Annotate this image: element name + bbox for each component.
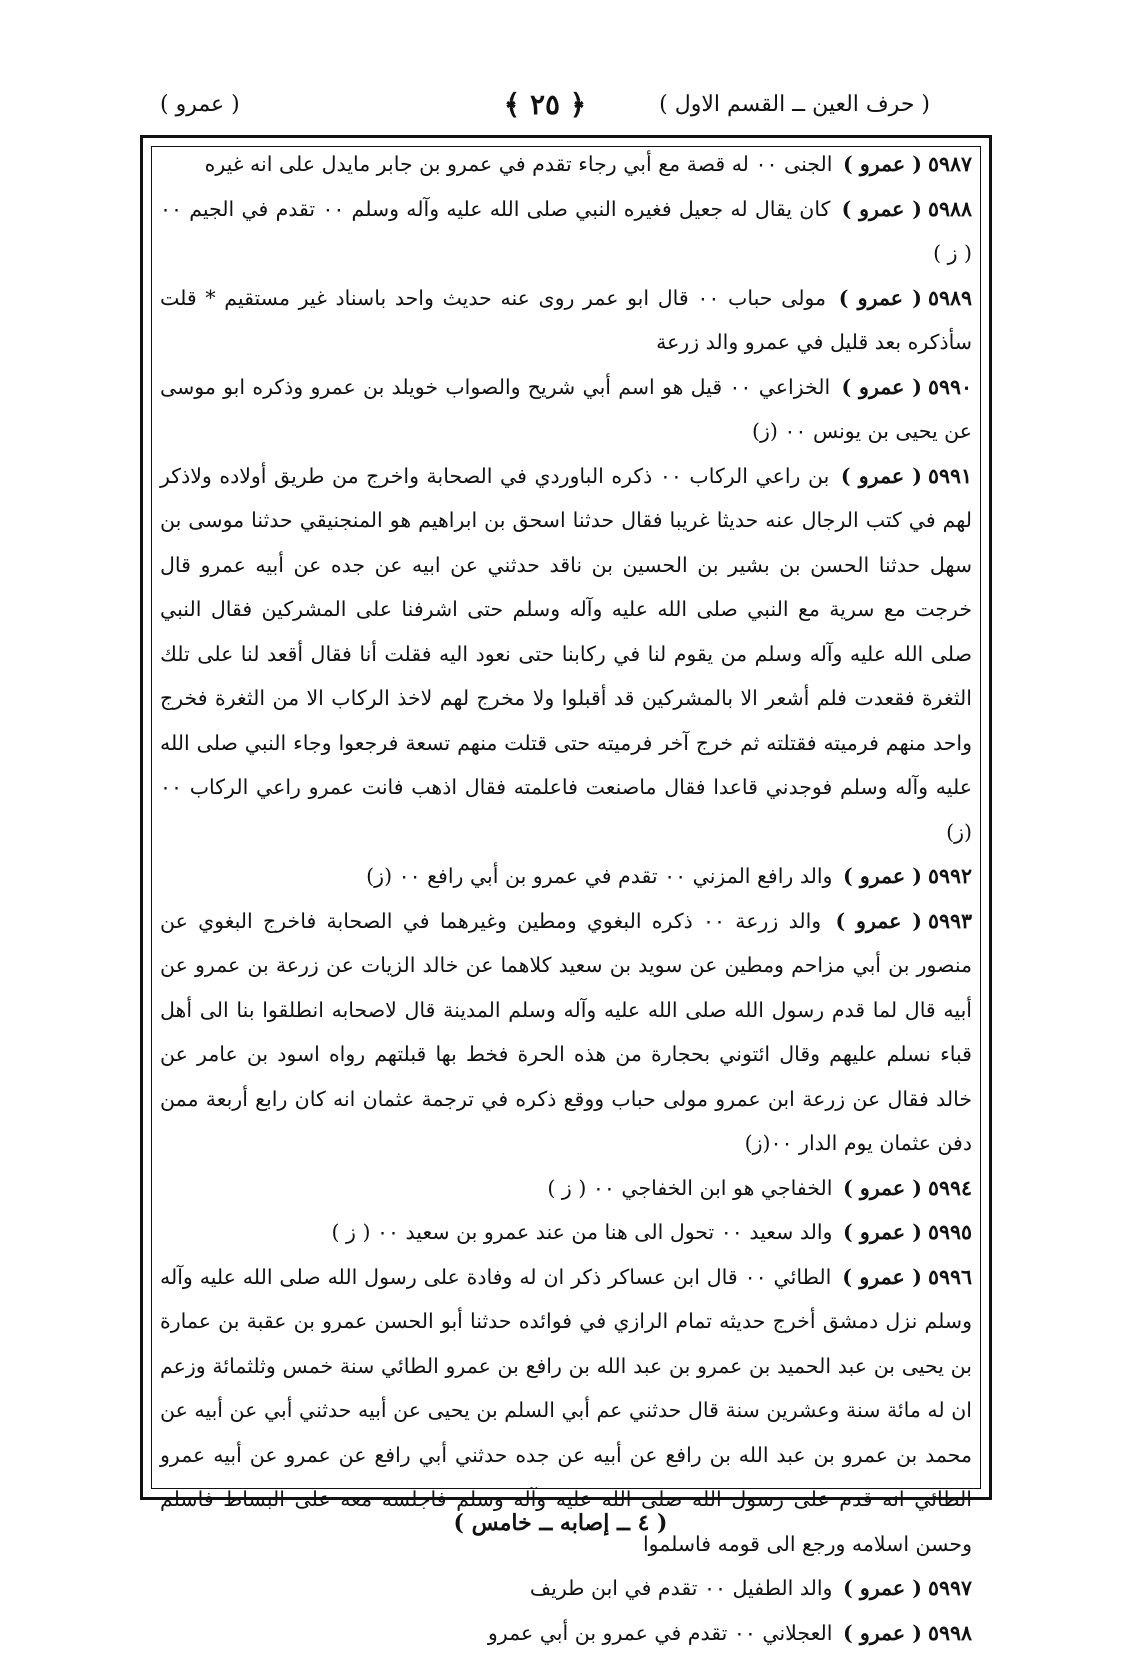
entry-number: ٥٩٨٧ <box>928 152 972 176</box>
entry-text: بن راعي الركاب ٠٠ ذكره الباوردي في الصحابة واخرج من طريق أولاده ولاذكر لهم في كتب الرجال عنه حديثا غريبا فقال حدثنا اسحق بن ابراهيم هو المنجنيقي حدثنا موسى بن سهل حدثنا الحسن بن بشير بن الحسين بن ناقد حدثني عن ابيه عن جده عن أبيه عمرو قال خرجت مع سرية مع النبي صلى الله عليه وآله وسلم حتى اشرفنا على المشركين فقال النبي صلى الله عليه وآله وسلم من يقوم لنا في ركابنا حتى نعود اليه فقلت أنا فقال أقعد لنا على تلك الثغرة فقعدت فلم أشعر الا بالمشركين قد أقبلوا ولا مخرج لهم لاخذ الركاب الا من الثغرة فخرج واحد منهم فرميته فقتلته ثم خرج آخر فرميته حتى قتلت منهم تسعة فرجعوا وجاء النبي صلى الله عليه وآله وسلم فوجدني قاعدا فقال ماصنعت فاعلمته فقال اذهب فانت عمرو راعي الركاب ٠٠ (ز) <box>160 464 972 844</box>
entry-number: ٥٩٨٩ <box>928 286 972 310</box>
section-title: ( حرف العين ــ القسم الاول ) <box>659 92 930 117</box>
entry-number: ٥٩٩٤ <box>928 1176 972 1200</box>
entry-5991 <box>160 454 972 855</box>
entry-5995 <box>160 1210 972 1255</box>
entry-text: العجلاني ٠٠ تقدم في عمرو بن أبي عمرو <box>488 1621 833 1645</box>
entry-text: الخزاعي ٠٠ قيل هو اسم أبي شريح والصواب خويلد بن عمرو وذكره ابو موسى عن يحيى بن يونس ٠٠ (ز) <box>160 375 972 444</box>
entry-5987 <box>160 142 972 187</box>
page-header <box>160 88 930 128</box>
entry-number: ٥٩٩٥ <box>928 1220 972 1244</box>
entry-name: ( عمرو ) <box>842 197 922 221</box>
entry-name: ( عمرو ) <box>843 1176 922 1200</box>
entry-text: الطائي ٠٠ قال ابن عساكر ذكر ان له وفادة على رسول الله صلى الله عليه وآله وسلم نزل دمشق أخرج حديثه تمام الرازي في فوائده حدثنا أبو الحسن عمرو بن عقبة بن عمارة بن يحيى بن عبد الحميد بن عمرو بن عبد الله بن رافع بن عمرو الطائي سنة خمس وثلثمائة وزعم ان له مائة سنة وعشرين سنة قال حدثني عم أبي السلم بن يحيى عن أبيه حدثني أبي عن أبيه عن محمد بن عمرو بن عبد الله بن رافع عن أبيه عن جده حدثني أبي رافع عن عمرو عن أبيه عمرو الطائي انه قدم على رسول الله صلى الله عليه وآله وسلم فاجلسه معه على البساط فاسلم وحسن اسلامه ورجع الى قومه فاسلموا <box>160 1265 972 1556</box>
entry-text: والد الطفيل ٠٠ تقدم في ابن طريف <box>530 1576 833 1600</box>
entry-5998 <box>160 1611 972 1655</box>
entry-text: كان يقال له جعيل فغيره النبي صلى الله عليه وآله وسلم ٠٠ تقدم في الجيم ٠٠ ( ز ) <box>160 197 972 266</box>
entry-name: ( عمرو ) <box>842 1265 922 1289</box>
entry-number: ٥٩٩١ <box>928 464 972 488</box>
entry-number: ٥٩٨٨ <box>928 197 972 221</box>
entry-number: ٥٩٩٠ <box>928 375 972 399</box>
entry-name: ( عمرو ) <box>843 1220 922 1244</box>
entry-text: مولى حباب ٠٠ قال ابو عمر روى عنه حديث واحد باسناد غير مستقيم * قلت سأذكره بعد قليل في عمرو والد زرعة <box>160 286 972 355</box>
entry-text: الخفاجي هو ابن الخفاجي ٠٠ ( ز ) <box>547 1176 832 1200</box>
entry-name: ( عمرو ) <box>841 464 922 488</box>
signature-mark: ( ٤ ــ إصابه ــ خامس ) <box>0 1510 1121 1536</box>
entry-5988 <box>160 187 972 276</box>
entry-text: والد رافع المزني ٠٠ تقدم في عمرو بن أبي رافع ٠٠ (ز) <box>366 864 832 888</box>
entry-name: ( عمرو ) <box>839 286 922 310</box>
entry-5990 <box>160 365 972 454</box>
entry-name: ( عمرو ) <box>843 1621 922 1645</box>
entry-number: ٥٩٩٦ <box>928 1265 972 1289</box>
entry-number: ٥٩٩٨ <box>928 1621 972 1645</box>
entry-text: والد زرعة ٠٠ ذكره البغوي ومطين وغيرهما في الصحابة فاخرج البغوي عن منصور بن أبي مزاحم ومطين عن سويد بن سعيد كلاهما عن خالد الزيات عن زرعة بن عمرو عن أبيه قال لما قدم رسول الله صلى الله عليه وآله وسلم المدينة قال لاصحابه انطلقوا بنا الى أهل قباء نسلم عليهم وقال ائتوني بحجارة من هذه الحرة فخط بها قبلتهم رواه اسود بن عامر عن خالد فقال عن زرعة ابن عمرو مولى حباب ووقع ذكره في ترجمة عثمان انه كان رابع أربعة ممن دفن عثمان يوم الدار ٠٠(ز) <box>160 909 972 1156</box>
entries-body <box>160 142 972 1472</box>
entry-text: والد سعيد ٠٠ تحول الى هنا من عند عمرو بن سعيد ٠٠ ( ز ) <box>332 1220 833 1244</box>
entry-5994 <box>160 1166 972 1211</box>
entry-5993 <box>160 899 972 1166</box>
page-number: ﴿ ٢٥ ﴾ <box>504 88 586 121</box>
running-title: ( عمرو ) <box>160 92 240 117</box>
entry-name: ( عمرو ) <box>843 864 922 888</box>
entry-number: ٥٩٩٣ <box>928 909 972 933</box>
entry-text: الجنى ٠٠ له قصة مع أبي رجاء تقدم في عمرو بن جابر مايدل على انه غيره <box>205 152 833 176</box>
entry-name: ( عمرو ) <box>843 152 922 176</box>
entry-5997 <box>160 1566 972 1611</box>
entry-5992 <box>160 854 972 899</box>
entry-number: ٥٩٩٢ <box>928 864 972 888</box>
entry-number: ٥٩٩٧ <box>928 1576 972 1600</box>
entry-name: ( عمرو ) <box>841 375 921 399</box>
entry-name: ( عمرو ) <box>843 1576 922 1600</box>
entry-5989 <box>160 276 972 365</box>
entry-name: ( عمرو ) <box>835 909 921 933</box>
